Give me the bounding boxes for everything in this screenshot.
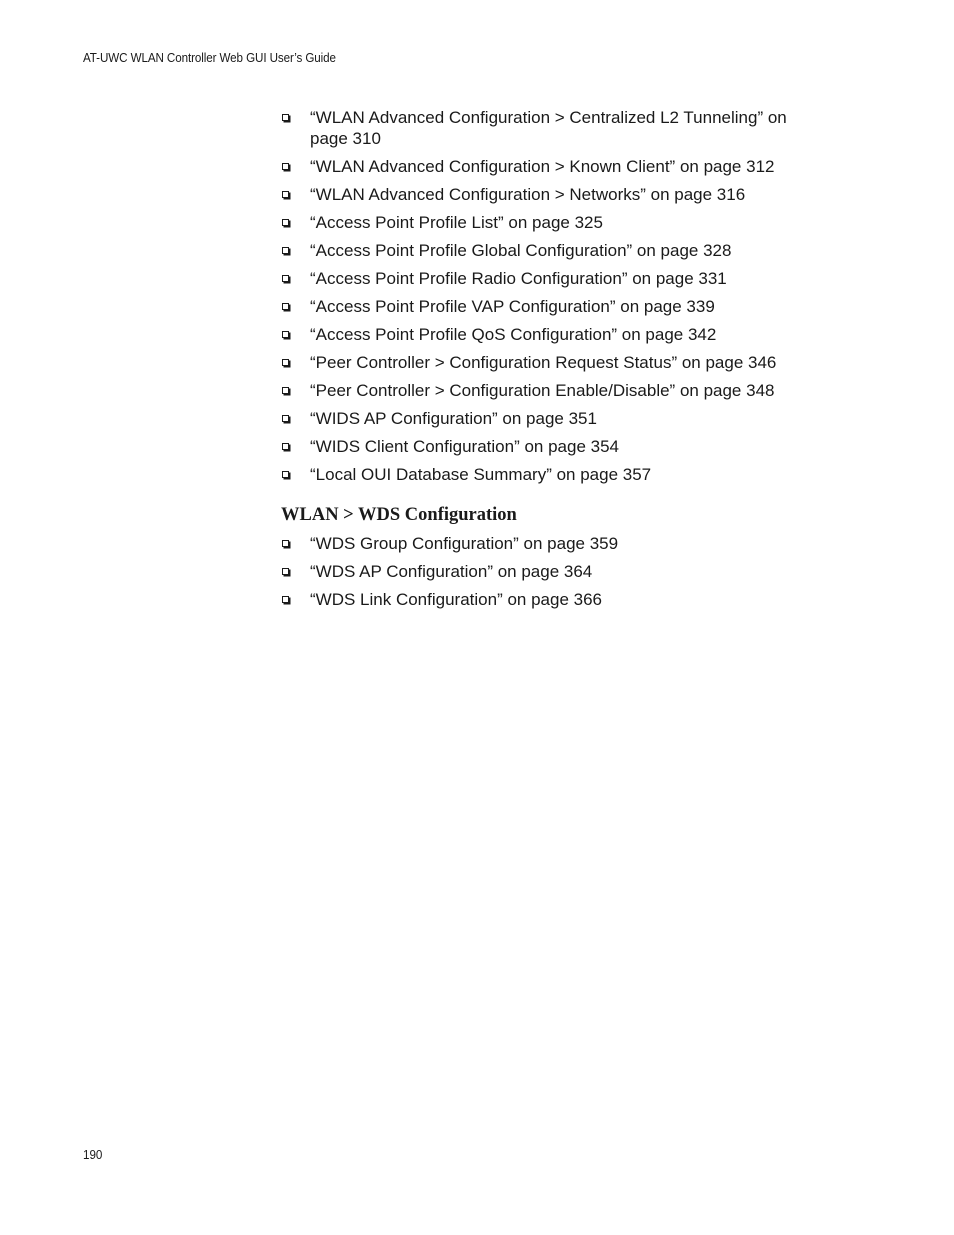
checkbox-bullet-icon <box>282 387 289 394</box>
checkbox-bullet-icon <box>282 275 289 282</box>
list-item <box>281 408 801 429</box>
section-heading: WLAN > WDS Configuration <box>281 505 517 525</box>
list-item <box>281 107 801 149</box>
cross-reference-link[interactable]: “WLAN Advanced Configuration > Centralized L2 Tunneling” on page 310 <box>310 108 787 148</box>
list-item <box>281 589 801 610</box>
checkbox-bullet-icon <box>282 540 289 547</box>
cross-reference-link[interactable]: “WIDS Client Configuration” on page 354 <box>310 437 619 456</box>
list-item <box>281 268 801 289</box>
checkbox-bullet-icon <box>282 219 289 226</box>
list-item <box>281 296 801 317</box>
list-item <box>281 324 801 345</box>
page-number: 190 <box>83 1148 103 1162</box>
cross-reference-link[interactable]: “WDS Group Configuration” on page 359 <box>310 534 619 553</box>
cross-reference-link[interactable]: “Peer Controller > Configuration Request Status” on page 346 <box>310 353 777 372</box>
list-item <box>281 464 801 485</box>
cross-reference-link[interactable]: “Local OUI Database Summary” on page 357 <box>310 465 652 484</box>
checkbox-bullet-icon <box>282 191 289 198</box>
cross-reference-link[interactable]: “Access Point Profile Radio Configuration” on page 331 <box>310 269 727 288</box>
running-header: AT-UWC WLAN Controller Web GUI User’s Guide <box>83 51 336 65</box>
checkbox-bullet-icon <box>282 331 289 338</box>
cross-reference-link[interactable]: “WDS AP Configuration” on page 364 <box>310 562 593 581</box>
cross-reference-link[interactable]: “Access Point Profile QoS Configuration” on page 342 <box>310 325 717 344</box>
list-item <box>281 212 801 233</box>
list-item <box>281 436 801 457</box>
list-item <box>281 156 801 177</box>
cross-reference-link[interactable]: “WLAN Advanced Configuration > Known Client” on page 312 <box>310 157 775 176</box>
cross-reference-link[interactable]: “Access Point Profile List” on page 325 <box>310 213 603 232</box>
list-item <box>281 561 801 582</box>
list-item <box>281 380 801 401</box>
cross-reference-link[interactable]: “Peer Controller > Configuration Enable/Disable” on page 348 <box>310 381 775 400</box>
list-item <box>281 184 801 205</box>
checkbox-bullet-icon <box>282 568 289 575</box>
checkbox-bullet-icon <box>282 596 289 603</box>
list-item <box>281 352 801 373</box>
checkbox-bullet-icon <box>282 443 289 450</box>
cross-reference-link[interactable]: “WIDS AP Configuration” on page 351 <box>310 409 597 428</box>
checkbox-bullet-icon <box>282 471 289 478</box>
cross-reference-list <box>281 107 801 492</box>
checkbox-bullet-icon <box>282 415 289 422</box>
checkbox-bullet-icon <box>282 114 289 121</box>
wds-cross-reference-list <box>281 533 801 617</box>
list-item <box>281 240 801 261</box>
checkbox-bullet-icon <box>282 163 289 170</box>
cross-reference-link[interactable]: “Access Point Profile Global Configuration” on page 328 <box>310 241 732 260</box>
checkbox-bullet-icon <box>282 359 289 366</box>
cross-reference-link[interactable]: “Access Point Profile VAP Configuration” on page 339 <box>310 297 715 316</box>
list-item <box>281 533 801 554</box>
cross-reference-link[interactable]: “WLAN Advanced Configuration > Networks” on page 316 <box>310 185 746 204</box>
checkbox-bullet-icon <box>282 247 289 254</box>
cross-reference-link[interactable]: “WDS Link Configuration” on page 366 <box>310 590 602 609</box>
checkbox-bullet-icon <box>282 303 289 310</box>
